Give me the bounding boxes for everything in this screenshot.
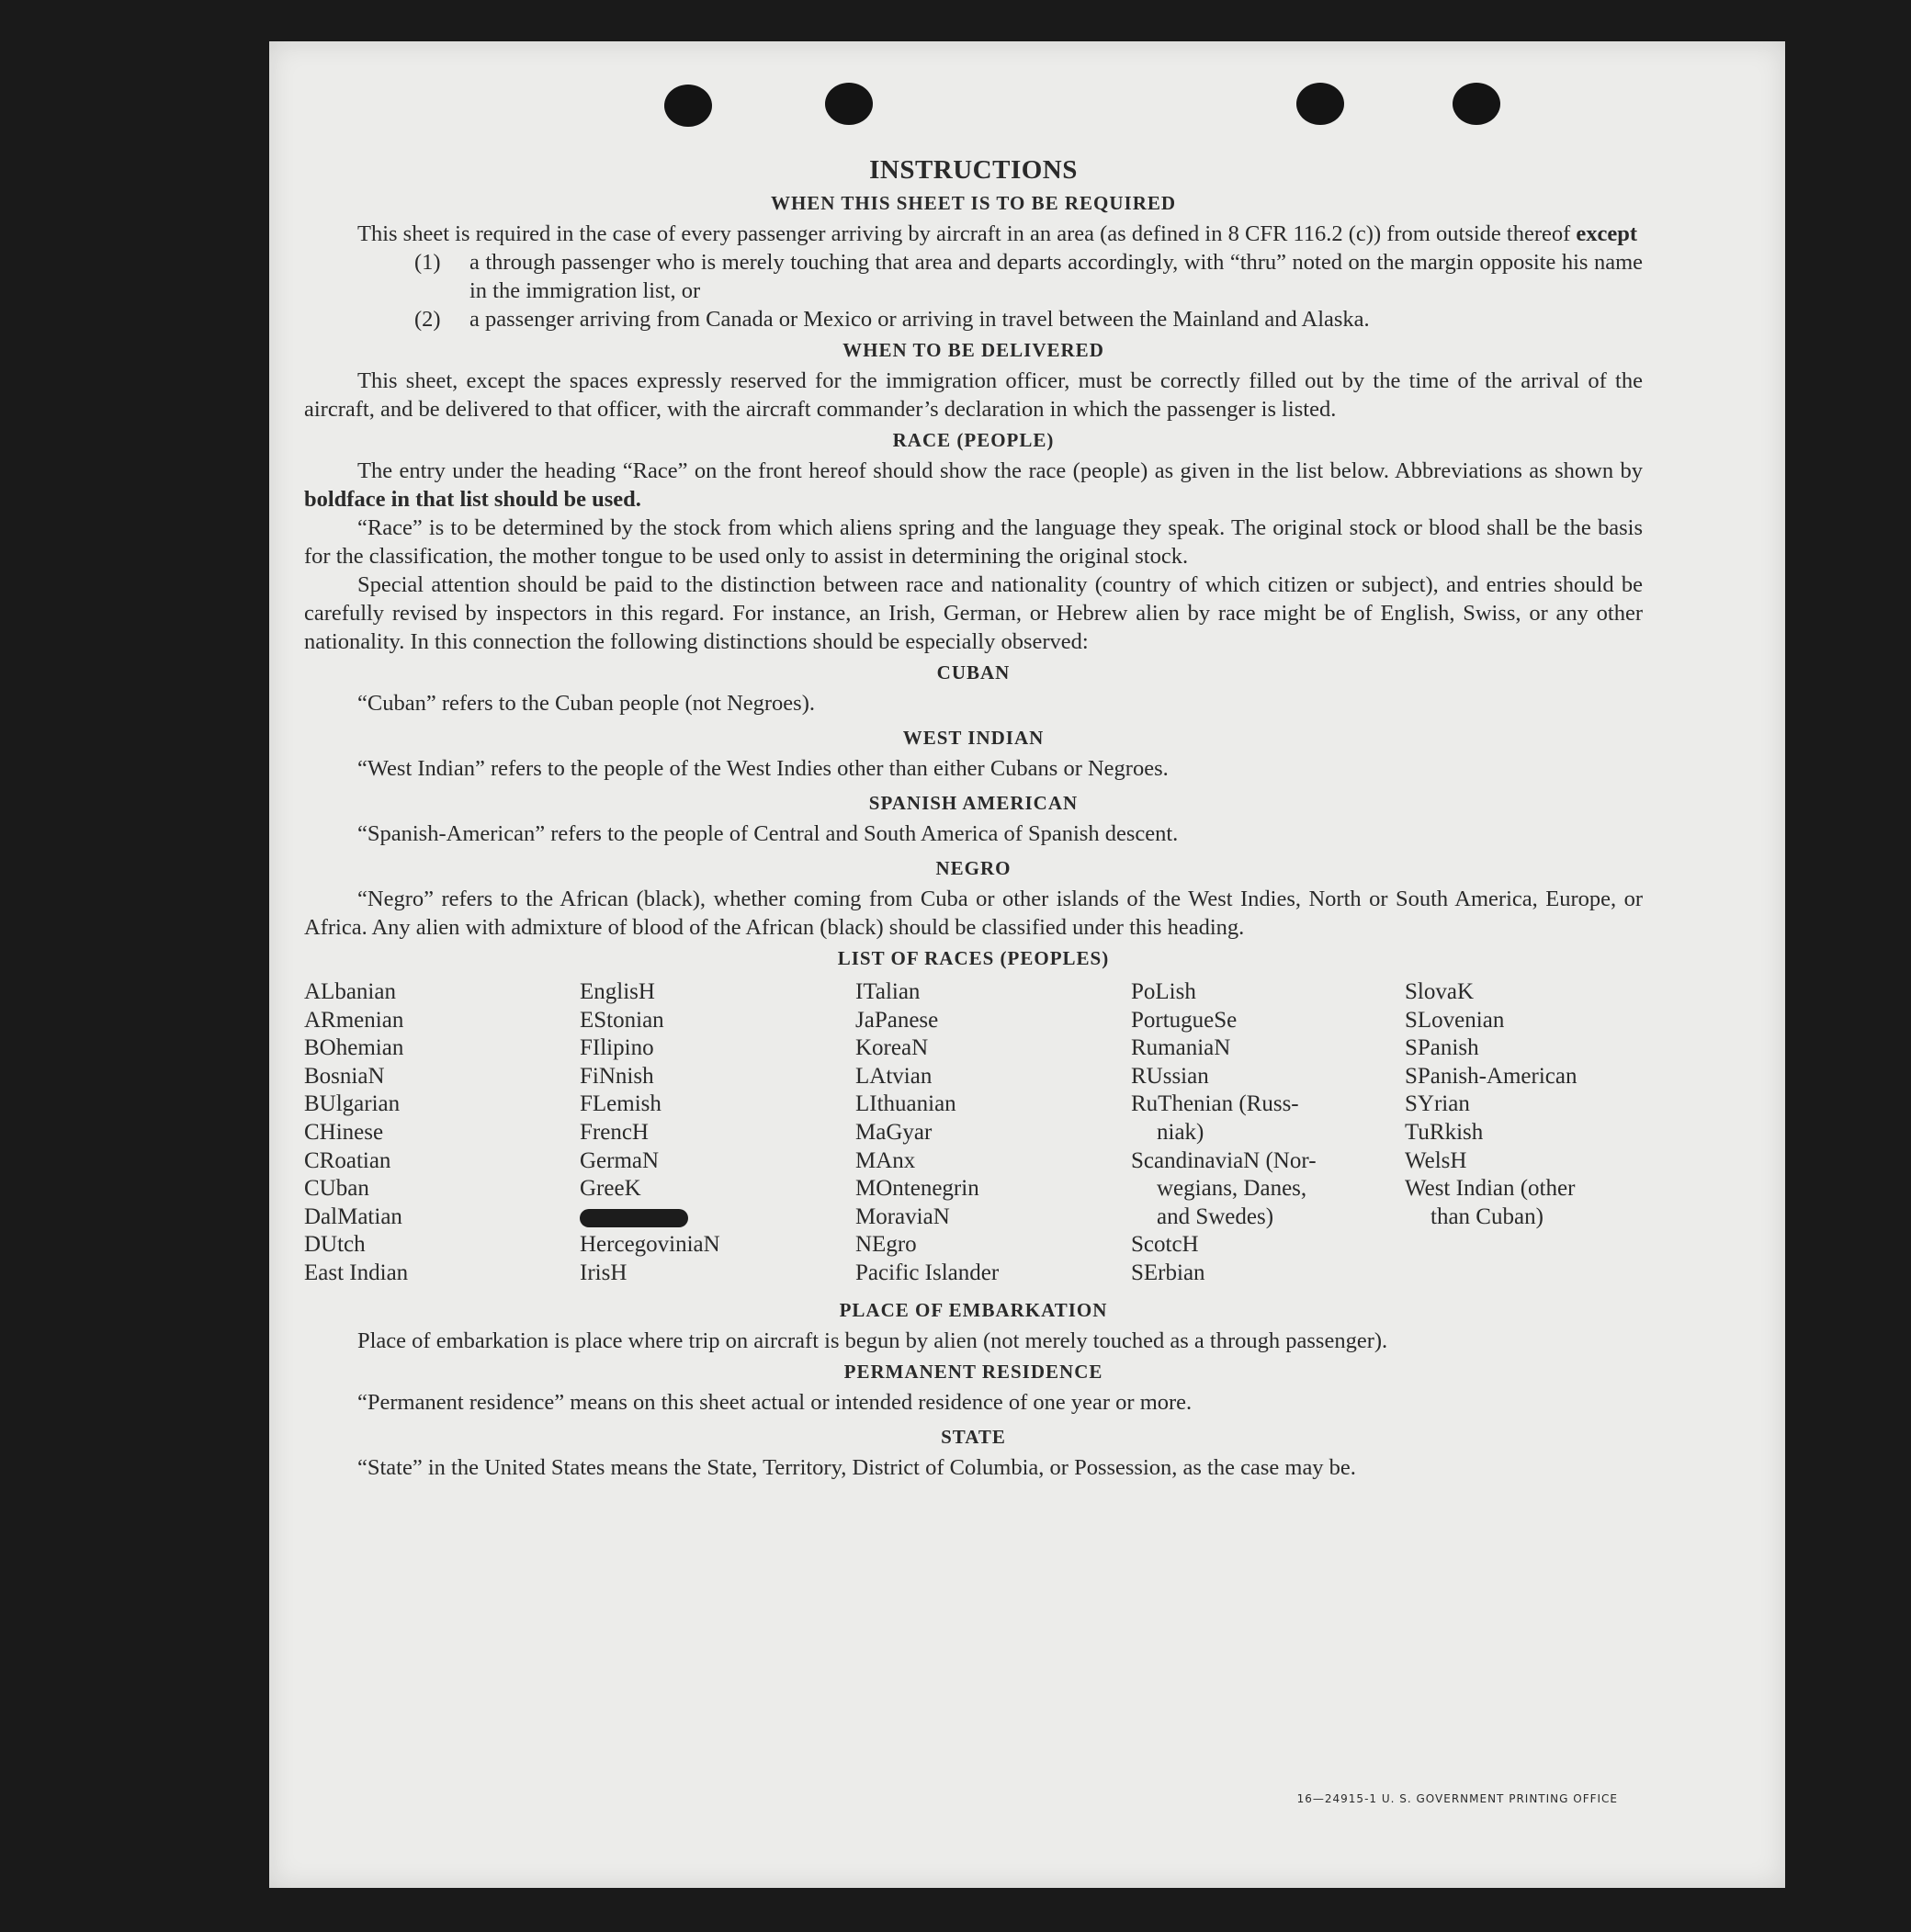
race-entry: FrencH: [580, 1119, 649, 1145]
race-entry: West Indian (other: [1405, 1176, 1576, 1202]
section-heading: NEGRO: [935, 857, 1012, 879]
race-entry: NEgro: [855, 1232, 917, 1258]
paragraph: “Race” is to be determined by the stock from which aliens spring and the language they speak. The original stock or blood shall be the basis for the classification, the mother tongue to be used only to assist in determining the original stock.: [304, 515, 1643, 569]
race-entry: MAnx: [855, 1147, 916, 1173]
race-entry: SErbian: [1131, 1260, 1205, 1285]
race-entry: BosniaN: [304, 1063, 385, 1089]
race-entry: CUban: [304, 1176, 369, 1202]
section-heading: PLACE OF EMBARKATION: [839, 1298, 1108, 1321]
race-entry: Pacific Islander: [855, 1260, 1000, 1285]
race-entry: FLemish: [580, 1091, 662, 1117]
section-heading: WEST INDIAN: [902, 727, 1045, 749]
race-entry: SLovenian: [1405, 1007, 1505, 1033]
race-entry: ITalian: [855, 979, 921, 1004]
race-entry: LAtvian: [855, 1063, 933, 1089]
race-entry: MOntenegrin: [855, 1176, 979, 1202]
race-entry: EStonian: [580, 1007, 664, 1033]
race-entry: SPanish: [1405, 1035, 1479, 1061]
race-entry-continued: niak): [1157, 1119, 1204, 1145]
race-entry: RuThenian (Russ-: [1131, 1091, 1299, 1117]
paragraph: This sheet is required in the case of every passenger arriving by aircraft in an area (as defined in 8 CFR 116.2 (c)) from outside thereof except: [357, 221, 1638, 246]
race-entry: LIthuanian: [855, 1091, 956, 1117]
race-entry: ALbanian: [304, 979, 396, 1004]
race-entry: SPanish-American: [1405, 1063, 1577, 1089]
race-entry-continued: than Cuban): [1430, 1203, 1544, 1229]
section-heading: WHEN THIS SHEET IS TO BE REQUIRED: [770, 192, 1177, 214]
paragraph: “Negro” refers to the African (black), whether coming from Cuba or other islands of the West Indies, North or South America, Europe, or Africa. Any alien with admixture of blood of the African (black) should be classified under this heading.: [304, 887, 1643, 940]
paragraph: Special attention should be paid to the distinction between race and nationality (country of which citizen or subject), and entries should be carefully revised by inspectors in this regard. For instance, an Irish, German, or Hebrew alien by race might be of English, Swiss, or any other nationality. In this connection the following distinctions should be especially observed:: [304, 572, 1643, 654]
race-column: [1131, 978, 1405, 1288]
race-entry: ScandinaviaN (Nor-: [1131, 1147, 1317, 1173]
list-item: (2) a passenger arriving from Canada or Mexico or arriving in travel between the Mainland and Alaska.: [414, 307, 1370, 332]
punch-hole: [1296, 83, 1344, 125]
redacted-entry: [580, 1203, 855, 1232]
section-heading: PERMANENT RESIDENCE: [843, 1360, 1103, 1383]
race-list: [304, 978, 1643, 1288]
section-heading: CUBAN: [936, 661, 1011, 684]
paragraph: “Spanish-American” refers to the people of Central and South America of Spanish descent.: [357, 821, 1179, 846]
section-heading: RACE (PEOPLE): [892, 429, 1055, 451]
race-column: [1405, 978, 1643, 1288]
paragraph: “Permanent residence” means on this sheet actual or intended residence of one year or more.: [357, 1389, 1193, 1415]
form-sheet: [269, 41, 1785, 1888]
race-entry: GermaN: [580, 1147, 660, 1173]
paragraph: Place of embarkation is place where trip on aircraft is begun by alien (not merely touched as a through passenger).: [357, 1328, 1388, 1353]
race-entry: GreeK: [580, 1176, 641, 1202]
list-item: (1) a through passenger who is merely touching that area and departs accordingly, with “thru” noted on the margin opposite his name in the immigration list, or: [414, 250, 1643, 303]
race-entry: CHinese: [304, 1119, 384, 1145]
race-entry: RumaniaN: [1131, 1035, 1231, 1061]
race-entry: PortugueSe: [1131, 1007, 1238, 1033]
race-entry-continued: wegians, Danes,: [1157, 1176, 1307, 1202]
race-entry: SYrian: [1405, 1091, 1470, 1117]
race-entry: FiNnish: [580, 1063, 654, 1089]
race-entry: IrisH: [580, 1260, 628, 1285]
race-entry: TuRkish: [1405, 1119, 1484, 1145]
race-entry: PoLish: [1131, 979, 1196, 1004]
race-column: [304, 978, 580, 1288]
paragraph: “State” in the United States means the State, Territory, District of Columbia, or Possession, as the case may be.: [357, 1454, 1356, 1480]
race-entry: FIlipino: [580, 1035, 654, 1061]
paragraph: This sheet, except the spaces expressly reserved for the immigration officer, must be correctly filled out by the time of the arrival of the aircraft, and be delivered to that officer, with the aircraft commander’s declaration in which the passenger is listed.: [304, 368, 1643, 422]
exception-list: [304, 248, 1643, 333]
race-entry: ScotcH: [1131, 1232, 1199, 1258]
race-entry: DUtch: [304, 1232, 366, 1258]
section-heading: STATE: [941, 1425, 1006, 1448]
race-entry: EnglisH: [580, 979, 655, 1004]
race-entry: KoreaN: [855, 1035, 929, 1061]
punch-hole: [1453, 83, 1500, 125]
page-title: INSTRUCTIONS: [869, 155, 1078, 185]
punch-hole: [664, 85, 712, 127]
printer-imprint: 16—24915-1 U. S. GOVERNMENT PRINTING OFFICE: [1296, 1792, 1618, 1805]
redaction-mark: [580, 1209, 688, 1227]
race-entry-continued: and Swedes): [1157, 1203, 1274, 1229]
race-entry: East Indian: [304, 1260, 409, 1285]
race-entry: JaPanese: [855, 1007, 939, 1033]
race-entry: ARmenian: [304, 1007, 404, 1033]
race-entry: MoraviaN: [855, 1203, 950, 1229]
paragraph: “West Indian” refers to the people of the West Indies other than either Cubans or Negroes.: [357, 756, 1169, 781]
race-entry: DalMatian: [304, 1203, 402, 1229]
paragraph: The entry under the heading “Race” on the front hereof should show the race (people) as given in the list below. Abbreviations as shown by boldface in that list should be used.: [304, 458, 1643, 512]
race-entry: WelsH: [1405, 1147, 1467, 1173]
race-entry: HercegoviniaN: [580, 1232, 720, 1258]
race-entry: SlovaK: [1405, 979, 1474, 1004]
paragraph: “Cuban” refers to the Cuban people (not Negroes).: [357, 691, 815, 716]
race-entry: MaGyar: [855, 1119, 933, 1145]
race-entry: CRoatian: [304, 1147, 391, 1173]
race-entry: BOhemian: [304, 1035, 404, 1061]
section-heading: SPANISH AMERICAN: [868, 792, 1079, 814]
section-heading: WHEN TO BE DELIVERED: [842, 339, 1104, 361]
race-column: [855, 978, 1131, 1288]
section-heading: LIST OF RACES (PEOPLES): [837, 947, 1110, 969]
race-entry: RUssian: [1131, 1063, 1209, 1089]
instructions-body: [304, 156, 1643, 1482]
race-entry: BUlgarian: [304, 1091, 401, 1117]
race-column: [580, 978, 855, 1288]
punch-hole: [825, 83, 873, 125]
